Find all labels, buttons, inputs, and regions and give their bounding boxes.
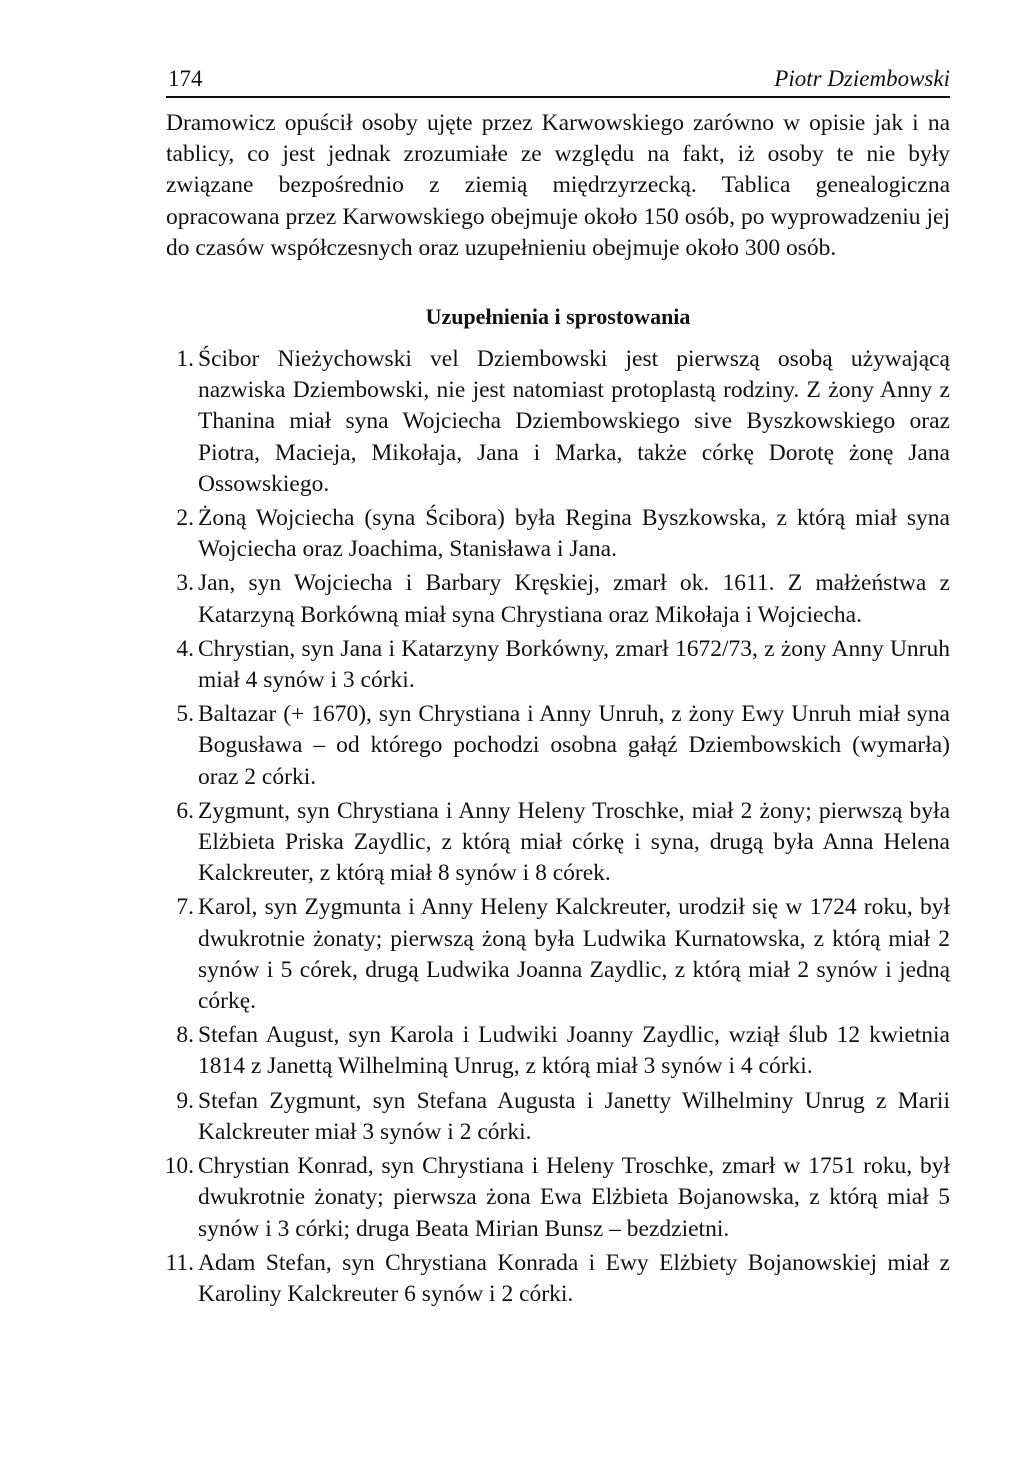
entry-text: Jan, syn Wojciecha i Barbary Kręskiej, zmarł ok. 1611. Z małżeństwa z Katarzyną Borkówną miał syna Chrystiana oraz Mikołaja i Wojciecha. — [198, 570, 950, 628]
entry-text: Baltazar (+ 1670), syn Chrystiana i Anny Unruh, z żony Ewy Unruh miał syna Bogusława – od którego pochodzi osobna gałąź Dziembowskich (wymarła) oraz 2 córki. — [198, 701, 950, 790]
list-item — [166, 796, 950, 890]
intro-paragraph: Dramowicz opuścił osoby ujęte przez Karwowskiego zarówno w opisie jak i na tablicy, co jest jednak zrozumiałe ze względu na fakt, iż osoby te nie były związane bezpośrednio z ziemią międrzyrzecką. Tablica genealogiczna opracowana przez Karwowskiego obejmuje około 150 osób, po wyprowadzeniu jej do czasów współczesnych oraz uzupełnieniu obejmuje około 300 osób. — [166, 110, 950, 261]
list-item — [166, 634, 950, 696]
entry-text: Chrystian Konrad, syn Chrystiana i Heleny Troschke, zmarł w 1751 roku, był dwukrotnie żonaty; pierwsza żona Ewa Elżbieta Bojanowska, z którą miał 5 synów i 3 córki; druga Beata Mirian Bunsz – bezdzietni. — [198, 1153, 950, 1242]
entry-number: 4. — [176, 635, 194, 662]
running-head-author: Piotr Dziembowski — [774, 66, 950, 91]
list-item — [166, 568, 950, 630]
list-item — [166, 503, 950, 565]
entry-number: 6. — [176, 797, 194, 824]
list-item — [166, 1020, 950, 1082]
entry-text: Chrystian, syn Jana i Katarzyny Borkówny, zmarł 1672/73, z żony Anny Unruh miał 4 synów i 3 córki. — [198, 635, 950, 694]
list-item — [166, 344, 950, 500]
entry-number: 2. — [176, 505, 194, 532]
entry-text: Karol, syn Zygmunta i Anny Heleny Kalckreuter, urodził się w 1724 roku, był dwukrotnie żonaty; pierwszą żoną była Ludwika Kurnatowska, z którą miał 2 synów i 5 córek, drugą Ludwika Joanna Zaydlic, z którą miał 2 synów i jedną córkę. — [198, 894, 950, 1015]
entry-text: Stefan August, syn Karola i Ludwiki Joanny Zaydlic, wziął ślub 12 kwietnia 1814 z Janettą Wilhelminą Unrug, z którą miał 3 synów i 4 córki. — [198, 1022, 950, 1080]
book-page — [166, 66, 950, 1313]
entry-number: 3. — [176, 570, 194, 597]
entry-text: Zygmunt, syn Chrystiana i Anny Heleny Troschke, miał 2 żony; pierwszą była Elżbieta Priska Zaydlic, z którą miał córkę i syna, drugą była Anna Helena Kalckreuter, z którą miał 8 synów i 8 córek. — [198, 797, 950, 887]
entry-number: 8. — [176, 1022, 194, 1049]
running-head — [166, 66, 950, 98]
list-item — [166, 699, 950, 793]
section-heading: Uzupełnienia i sprostowania — [425, 304, 691, 330]
entry-number: 9. — [176, 1087, 194, 1114]
entry-text: Adam Stefan, syn Chrystiana Konrada i Ewy Elżbiety Bojanowskiej miał z Karoliny Kalckreuter 6 synów i 2 córki. — [198, 1249, 950, 1307]
entries-list — [166, 344, 950, 1310]
entry-number: 1. — [176, 346, 194, 373]
entry-text: Żoną Wojciecha (syna Ścibora) była Regina Byszkowska, z którą miał syna Wojciecha oraz Joachima, Stanisława i Jana. — [198, 505, 950, 563]
list-item — [166, 1248, 950, 1310]
entry-number: 7. — [176, 894, 194, 921]
entry-number: 10. — [164, 1153, 194, 1180]
entry-text: Stefan Zygmunt, syn Stefana Augusta i Janetty Wilhelminy Unrug z Marii Kalckreuter miał 3 synów i 2 córki. — [198, 1087, 950, 1145]
entry-number: 11. — [165, 1249, 194, 1276]
entry-number: 5. — [176, 701, 194, 728]
list-item — [166, 1151, 950, 1245]
list-item — [166, 1086, 950, 1148]
page-number: 174 — [168, 66, 203, 91]
entry-text: Ścibor Nieżychowski vel Dziembowski jest pierwszą osobą używającą nazwiska Dziembowski, nie jest natomiast protoplastą rodziny. Z żony Anny z Thanina miał syna Wojciecha Dziembowskiego sive Byszkowskiego oraz Piotra, Macieja, Mikołaja, Jana i Marka, także córkę Dorotę żonę Jana Ossowskiego. — [198, 346, 950, 497]
list-item — [166, 892, 950, 1017]
